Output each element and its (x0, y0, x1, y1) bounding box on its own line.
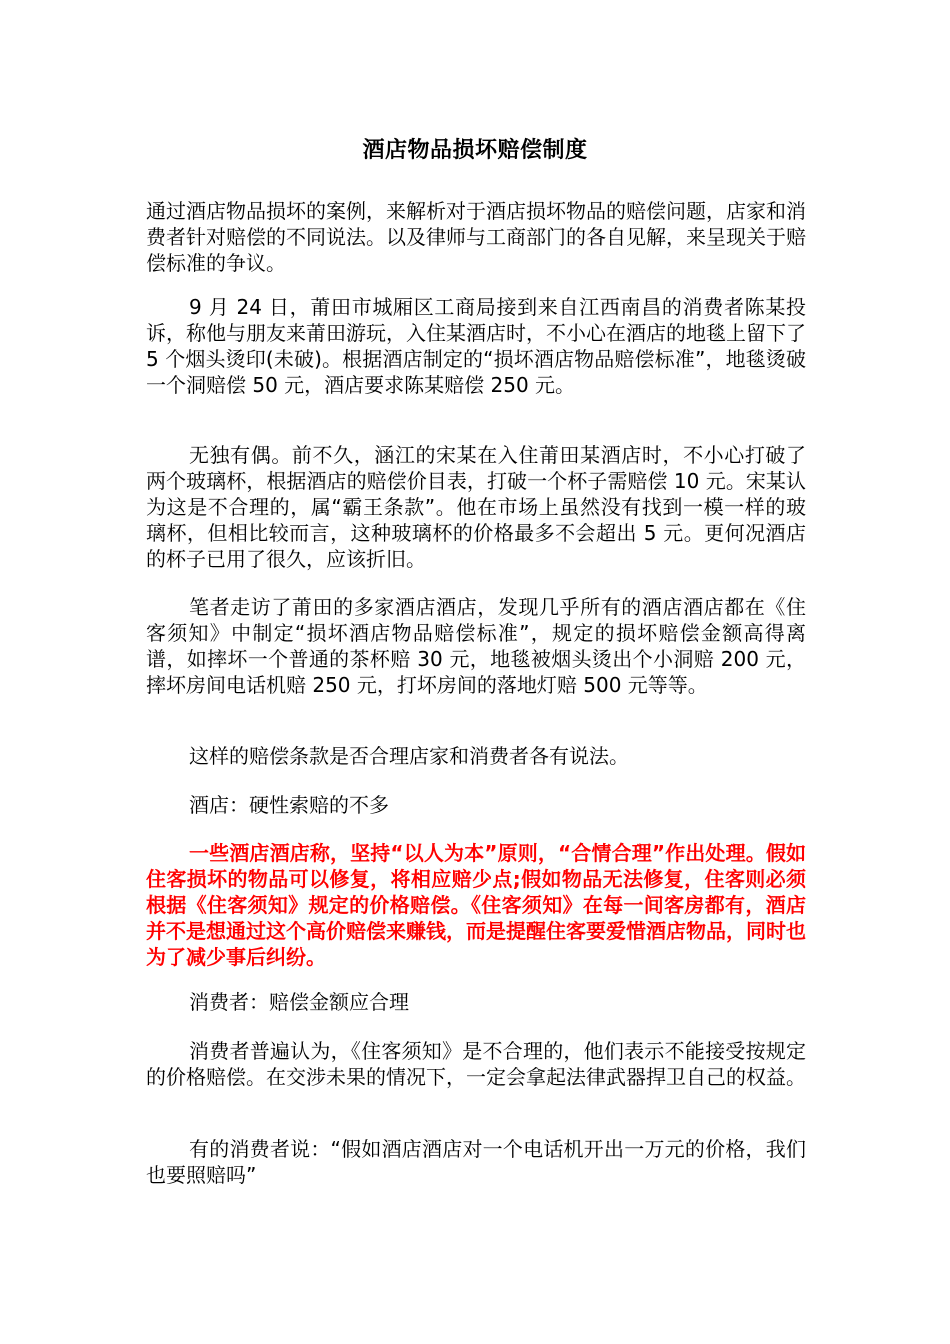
question-paragraph: 这样的赔偿条款是否合理店家和消费者各有说法。 (189, 744, 629, 768)
hotel-statement-paragraph: 一些酒店酒店称，坚持“以人为本”原则，“合情合理”作出处理。假如住客损坏的物品可以修复，将相应赔少点;假如物品无法修复，住客则必须根据《住客须知》规定的价格赔偿。《住客须知》在每一间客房都有，酒店并不是想通过这个高价赔偿来赚钱，而是提醒住客要爱惜酒店物品，同时也为了减少事后纠纷。 (146, 841, 806, 969)
case-song-paragraph: 无独有偶。前不久，涵江的宋某在入住莆田某酒店时，不小心打破了两个玻璃杯，根据酒店的赔偿价目表，打破一个杯子需赔偿 10 元。宋某认为这是不合理的，属“霸王条款”。他在市场上虽然没有找到一模一样的玻璃杯，但相比较而言，这种玻璃杯的价格最多不会超出 5 元。更何况酒店的杯子已用了很久，应该折旧。 (146, 443, 806, 571)
case-chen-paragraph: 9 月 24 日，莆田市城厢区工商局接到来自江西南昌的消费者陈某投诉，称他与朋友来莆田游玩，入住某酒店时，不小心在酒店的地毯上留下了 5 个烟头烫印(未破)。根据酒店制定的“损坏酒店物品赔偿标准”，地毯烫破一个洞赔偿 50 元，酒店要求陈某赔偿 250 元。 (146, 295, 806, 397)
page-title: 酒店物品损坏赔偿制度 (362, 137, 588, 163)
survey-paragraph: 笔者走访了莆田的多家酒店酒店，发现几乎所有的酒店酒店都在《住客须知》中制定“损坏酒店物品赔偿标准”，规定的损坏赔偿金额高得离谱，如摔坏一个普通的茶杯赔 30 元，地毯被烟头烫出个小洞赔 200 元，摔坏房间电话机赔 250 元，打坏房间的落地灯赔 500 元等等。 (146, 595, 806, 697)
consumer-opinion-paragraph: 消费者普遍认为，《住客须知》是不合理的，他们表示不能接受按规定的价格赔偿。在交涉未果的情况下，一定会拿起法律武器捍卫自己的权益。 (146, 1039, 806, 1089)
hotel-heading: 酒店：硬性索赔的不多 (189, 793, 389, 817)
consumer-heading: 消费者：赔偿金额应合理 (189, 990, 409, 1014)
intro-paragraph: 通过酒店物品损坏的案例，来解析对于酒店损坏物品的赔偿问题，店家和消费者针对赔偿的不同说法。以及律师与工商部门的各自见解，来呈现关于赔偿标准的争议。 (146, 199, 806, 275)
consumer-quote-paragraph: 有的消费者说：“假如酒店酒店对一个电话机开出一万元的价格，我们也要照赔吗” (146, 1137, 806, 1187)
